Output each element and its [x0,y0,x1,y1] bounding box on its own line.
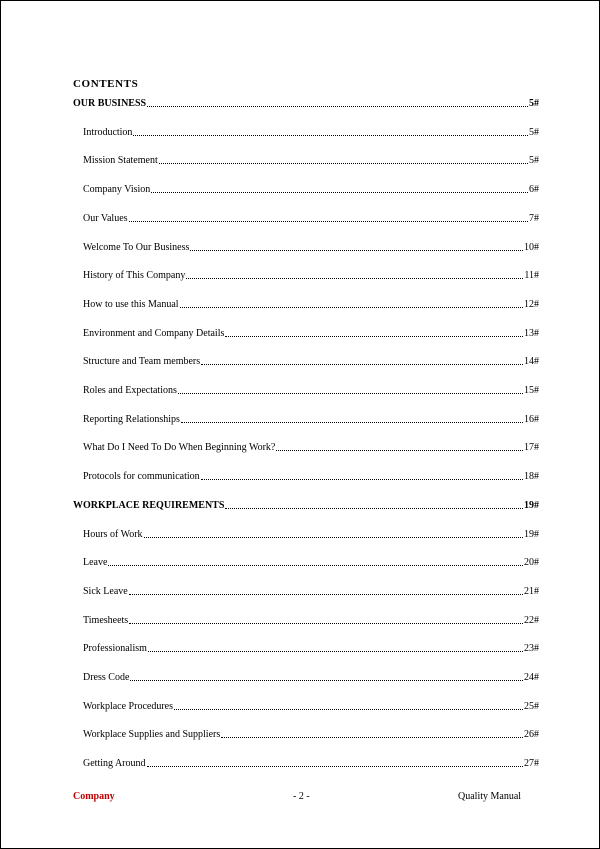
toc-entry-title: Reporting Relationships [83,413,180,425]
dot-leader [147,106,528,107]
toc-entry-title: Workplace Procedures [83,700,173,712]
toc-entry-page: 6# [529,184,539,196]
toc-entry-title: How to use this Manual [83,298,179,310]
toc-entry[interactable] [73,727,539,741]
toc-entry-title: Environment and Company Details [83,327,225,339]
dot-leader [276,450,523,451]
toc-entry-page: 5# [529,155,539,167]
toc-entry-title: Protocols for communication [83,471,200,483]
toc-entry-title: WORKPLACE REQUIREMENTS [73,499,225,511]
toc-entry[interactable] [73,412,539,426]
toc-entry-page: 18# [524,471,539,483]
toc-entry[interactable] [73,354,539,368]
toc-entry-title: History of This Company [83,270,186,282]
toc-entry-page: 21# [524,585,539,597]
dot-leader [178,393,523,394]
toc-entry-page: 10# [524,241,539,253]
toc-entry-title: What Do I Need To Do When Beginning Work? [83,442,276,454]
toc-entry-title: Hours of Work [83,528,143,540]
toc-section-entry[interactable] [73,498,539,512]
toc-entry-page: 15# [524,385,539,396]
toc-entry-page: 25# [524,700,539,712]
dot-leader [129,221,528,222]
footer-document-title: Quality Manual [458,791,522,802]
dot-leader [201,479,523,480]
toc-entry-page: 5# [529,126,539,138]
dot-leader [133,135,528,136]
toc-entry-title: Timesheets [83,614,129,626]
footer-company: Company [73,791,115,802]
toc-entry-title: Mission Statement [83,155,158,167]
dot-leader [144,537,523,538]
toc-entry[interactable] [73,555,539,569]
dot-leader [180,307,523,308]
dot-leader [181,422,523,423]
toc-entry-title: Workplace Supplies and Suppliers [83,729,221,741]
toc-entry[interactable] [73,383,539,397]
footer-page-number: - 2 - [293,791,310,802]
dot-leader [225,508,523,509]
dot-leader [130,680,523,681]
toc-entry-title: Getting Around [83,758,146,770]
toc-entry-page: 23# [524,643,539,655]
toc-section-entry[interactable] [73,96,539,110]
toc-entry[interactable] [73,268,539,282]
toc-entry-title: Sick Leave [83,585,128,597]
toc-entry[interactable] [73,297,539,311]
toc-entry[interactable] [73,641,539,655]
dot-leader [151,192,528,193]
toc-entry-page: 27# [524,758,539,770]
toc-entry[interactable] [73,211,539,225]
toc-entry-page: 14# [524,356,539,368]
toc-entry-page: 17# [524,442,539,454]
dot-leader [129,594,523,595]
toc-entry[interactable] [73,756,539,770]
toc-entry-page: 11# [524,270,539,282]
toc-entry-title: Our Values [83,212,128,224]
toc-entry[interactable] [73,240,539,254]
toc-entry-page: 13# [524,327,539,339]
toc-entry-title: Structure and Team members [83,356,201,368]
toc-entry-page: 22# [524,614,539,626]
toc-entry[interactable] [73,613,539,627]
dot-leader [225,336,523,337]
dot-leader [129,623,523,624]
toc-entry[interactable] [73,584,539,598]
dot-leader [147,766,524,767]
toc-entry-title: Roles and Expectations [83,385,177,396]
toc-entry-page: 19# [524,499,539,511]
toc-entry-title: Leave [83,557,108,569]
toc-entry-title: Welcome To Our Business [83,241,190,253]
toc-entry[interactable] [73,699,539,713]
toc-entry-title: Professionalism [83,643,147,655]
toc-entry-page: 20# [524,557,539,569]
toc-entry[interactable] [73,326,539,340]
toc-entry-page: 19# [524,528,539,540]
dot-leader [221,737,523,738]
contents-heading: CONTENTS [73,78,139,90]
dot-leader [159,163,528,164]
dot-leader [190,250,523,251]
toc-entry[interactable] [73,153,539,167]
toc-entry-page: 16# [524,413,539,425]
toc-entry-title: Dress Code [83,672,130,683]
toc-entry-title: OUR BUSINESS [73,98,147,109]
toc-entry[interactable] [73,469,539,483]
dot-leader [108,565,523,566]
toc-entry[interactable] [73,440,539,454]
toc-entry-title: Company Vision [83,184,151,196]
toc-entry[interactable] [73,125,539,139]
dot-leader [186,278,523,279]
dot-leader [148,651,523,652]
toc-entry-page: 12# [524,298,539,310]
toc-entry-page: 5# [529,98,539,109]
toc-entry-page: 26# [524,729,539,741]
toc-entry[interactable] [73,670,539,684]
toc-entry-title: Introduction [83,126,133,138]
dot-leader [201,364,523,365]
dot-leader [174,709,523,710]
toc-entry[interactable] [73,182,539,196]
toc-entry[interactable] [73,527,539,541]
toc-entry-page: 24# [524,672,539,683]
toc-entry-page: 7# [529,212,539,224]
